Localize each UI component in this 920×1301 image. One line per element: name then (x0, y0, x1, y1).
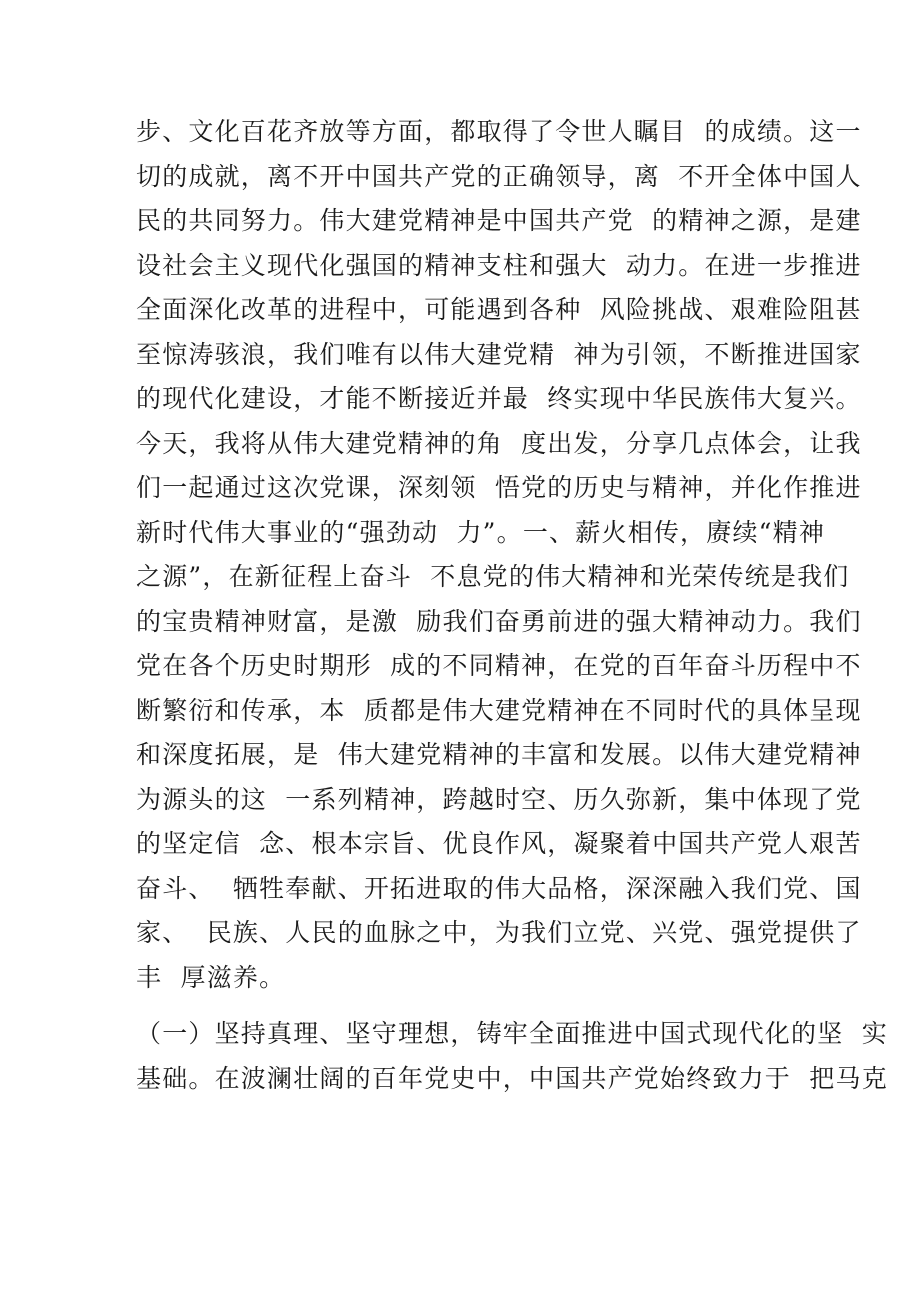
text-line: 基础。在波澜壮阔的百年党史中，中国共产党始终致力于 把马克 (136, 1063, 888, 1093)
text-line: 步、文化百花齐放等方面，都取得了令世人瞩目 的成绩。这一 (136, 117, 862, 146)
text-line: 断繁衍和传承，本 质都是伟大建党精神在不同时代的具体呈现 (136, 695, 862, 725)
text-line: 切的成就，离不开中国共产党的正确领导，离 不开全体中国人 (136, 161, 862, 191)
text-line: 新时代伟大事业的“强劲动 力”。一、薪火相传，赓续“精神 (136, 517, 826, 547)
text-line: 们一起通过这次党课，深刻领 悟党的历史与精神，并化作推进 (136, 473, 862, 502)
text-line: 的坚定信 念、根本宗旨、优良作风，凝聚着中国共产党人艰苦 (136, 829, 862, 858)
text-line: 丰 厚滋养。 (136, 962, 286, 992)
text-line: 设社会主义现代化强国的精神支柱和强大 动力。在进一步推进 (136, 250, 862, 280)
document-body (136, 110, 888, 1101)
text-line: 的现代化建设，才能不断接近并最 终实现中华民族伟大复兴。 (136, 384, 862, 413)
text-line: 民的共同努力。伟大建党精神是中国共产党 的精神之源，是建 (136, 206, 862, 235)
text-line: 党在各个历史时期形 成的不同精神，在党的百年奋斗历程中不 (136, 651, 862, 680)
text-line: 之源”，在新征程上奋斗 不息党的伟大精神和光荣传统是我们 (136, 562, 850, 591)
text-line: 今天，我将从伟大建党精神的角 度出发，分享几点体会，让我 (136, 428, 862, 458)
text-line: 家、 民族、人民的血脉之中，为我们立党、兴党、强党提供了 (136, 918, 862, 947)
paragraph-1 (136, 110, 862, 1000)
paragraph-2 (136, 1012, 888, 1101)
text-line: 至惊涛骇浪，我们唯有以伟大建党精 神为引领，不断推进国家 (136, 339, 862, 369)
text-line: 全面深化改革的进程中，可能遇到各种 风险挑战、艰难险阻甚 (136, 295, 862, 324)
text-line: （一）坚持真理、坚守理想，铸牢全面推进中国式现代化的坚 实 (136, 1019, 888, 1048)
text-line: 奋斗、 牺牲奉献、开拓进取的伟大品格，深深融入我们党、国 (136, 873, 862, 903)
text-line: 的宝贵精神财富，是激 励我们奋勇前进的强大精神动力。我们 (136, 606, 862, 636)
text-line: 和深度拓展，是 伟大建党精神的丰富和发展。以伟大建党精神 (136, 740, 862, 769)
text-line: 为源头的这 一系列精神，跨越时空、历久弥新，集中体现了党 (136, 784, 862, 814)
